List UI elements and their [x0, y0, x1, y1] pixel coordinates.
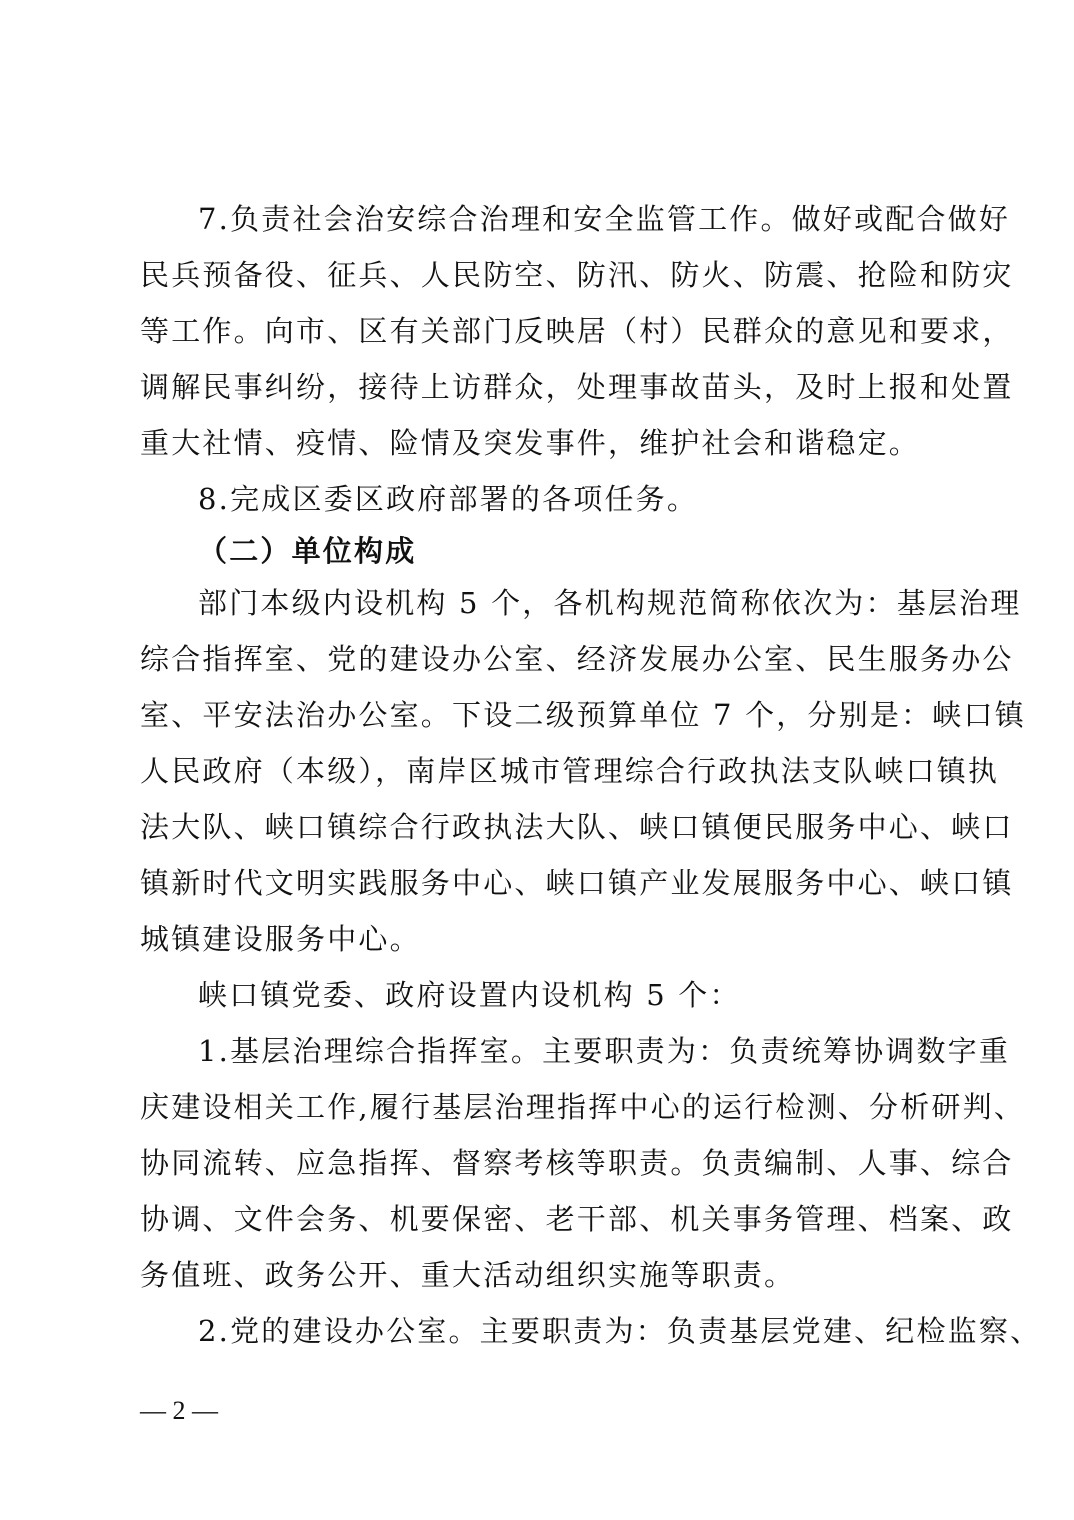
paragraph-internal-bodies: 峡口镇党委、政府设置内设机构 5 个：: [198, 978, 741, 1012]
paragraph-office-1-line: 务值班、政务公开、重大活动组织实施等职责。: [140, 1258, 796, 1292]
paragraph-office-1-line: 庆建设相关工作,履行基层治理指挥中心的运行检测、分析研判、: [140, 1090, 1026, 1124]
page-number: — 2 —: [140, 1396, 218, 1425]
paragraph-duty-7-line: 调解民事纠纷，接待上访群众，处理事故苗头，及时上报和处置: [140, 370, 1014, 404]
paragraph-duty-7-line: 民兵预备役、征兵、人民防空、防汛、防火、防震、抢险和防灾: [140, 258, 1014, 292]
paragraph-composition-line: 镇新时代文明实践服务中心、峡口镇产业发展服务中心、峡口镇: [140, 866, 1014, 900]
paragraph-office-2-line: 2.党的建设办公室。主要职责为：负责基层党建、纪检监察、: [198, 1314, 1042, 1348]
paragraph-composition-line: 法大队、峡口镇综合行政执法大队、峡口镇便民服务中心、峡口: [140, 810, 1014, 844]
paragraph-composition-line: 综合指挥室、党的建设办公室、经济发展办公室、民生服务办公: [140, 642, 1014, 676]
paragraph-duty-8: 8.完成区委区政府部署的各项任务。: [198, 482, 699, 516]
section-heading: （二）单位构成: [198, 534, 417, 568]
paragraph-office-1-line: 协同流转、应急指挥、督察考核等职责。负责编制、人事、综合: [140, 1146, 1014, 1180]
paragraph-composition-line: 人民政府（本级），南岸区城市管理综合行政执法支队峡口镇执: [140, 754, 1000, 788]
paragraph-duty-7-line: 等工作。向市、区有关部门反映居（村）民群众的意见和要求，: [140, 314, 1014, 348]
paragraph-composition-line: 室、平安法治办公室。下设二级预算单位 7 个，分别是：峡口镇: [140, 698, 1026, 732]
paragraph-duty-7-line: 重大社情、疫情、险情及突发事件，维护社会和谐稳定。: [140, 426, 921, 460]
paragraph-composition-line: 城镇建设服务中心。: [140, 922, 421, 956]
paragraph-composition-line: 部门本级内设机构 5 个，各机构规范简称依次为：基层治理: [198, 586, 1022, 620]
paragraph-office-1-line: 协调、文件会务、机要保密、老干部、机关事务管理、档案、政: [140, 1202, 1014, 1236]
paragraph-office-1-line: 1.基层治理综合指挥室。主要职责为：负责统筹协调数字重: [198, 1034, 1011, 1068]
paragraph-duty-7-line: 7.负责社会治安综合治理和安全监管工作。做好或配合做好: [198, 202, 1011, 236]
